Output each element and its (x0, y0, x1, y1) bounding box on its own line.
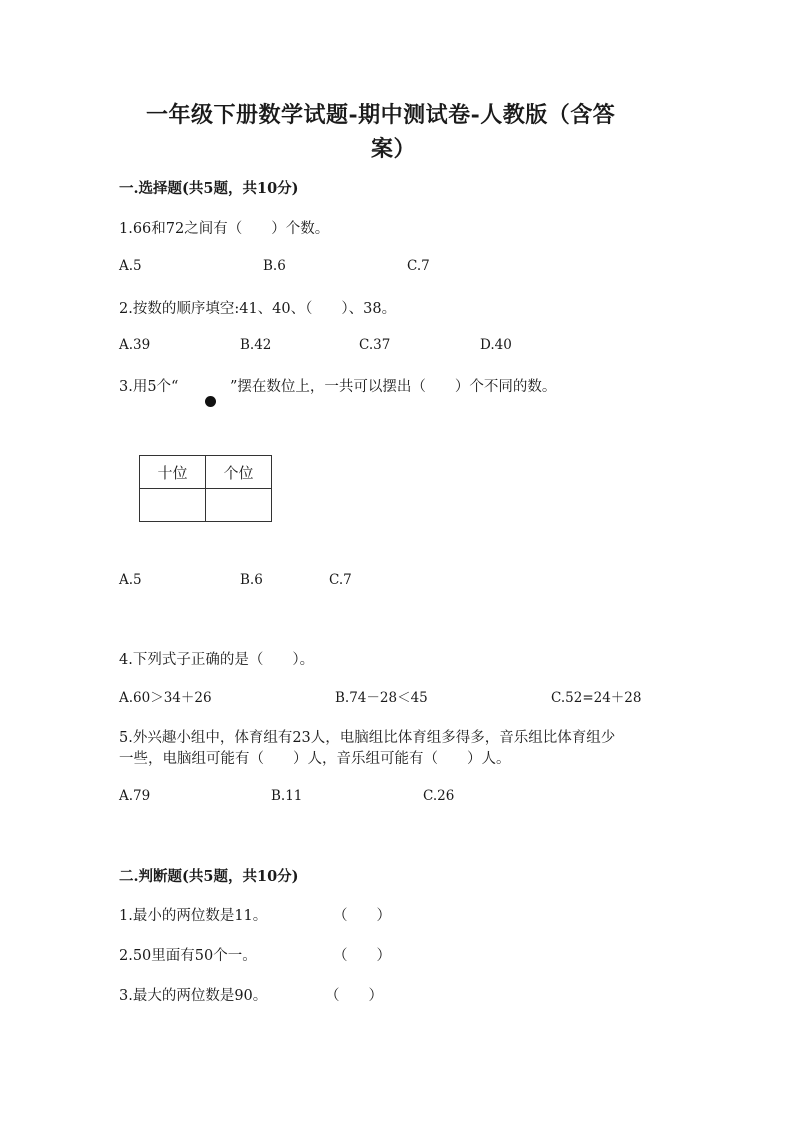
judgment-3-blank: （ ） (325, 988, 383, 1004)
question-1-option-a: A.5 (119, 258, 142, 274)
table-cell-tens (140, 489, 206, 522)
question-2-text: 2.按数的顺序填空:41、40、（ ）、38。 (119, 301, 397, 317)
judgment-1-blank: （ ） (333, 908, 391, 924)
bead-icon (205, 396, 216, 407)
question-1-text: 1.66和72之间有（ ）个数。 (119, 221, 330, 237)
question-3-text-end: ”摆在数位上，一共可以摆出（ ）个不同的数。 (230, 379, 557, 395)
page-title: 一年级下册数学试题-期中测试卷-人教版（含答 (146, 102, 616, 128)
question-5-text-line1: 5.外兴趣小组中，体育组有23人，电脑组比体育组多得多，音乐组比体育组少 (119, 730, 616, 746)
question-5-option-a: A.79 (119, 788, 151, 804)
judgment-3-text: 3.最大的两位数是90。 (119, 988, 268, 1004)
question-2-option-a: A.39 (119, 337, 151, 353)
question-4-option-a: A.60＞34＋26 (119, 690, 212, 706)
question-1-option-c: C.7 (407, 258, 430, 274)
question-1-option-b: B.6 (263, 258, 286, 274)
question-5-option-c: C.26 (423, 788, 455, 804)
section-heading-judgment: 二.判断题(共5题，共10分) (119, 868, 299, 885)
question-4-text: 4.下列式子正确的是（ ）。 (119, 652, 315, 668)
page-title-continued: 案） (371, 136, 417, 162)
question-5-text-line2: 一些，电脑组可能有（ ）人，音乐组可能有（ ）人。 (119, 751, 511, 767)
question-4-option-c: C.52=24＋28 (551, 690, 642, 706)
question-3-text-start: 3.用5个“ (119, 379, 179, 395)
table-header-ones: 个位 (206, 456, 272, 489)
question-3-option-c: C.7 (329, 572, 352, 588)
table-header-tens: 十位 (140, 456, 206, 489)
judgment-2-blank: （ ） (333, 948, 391, 964)
question-5-option-b: B.11 (271, 788, 303, 804)
section-heading-choice: 一.选择题(共5题，共10分) (119, 180, 299, 197)
question-2-option-c: C.37 (359, 337, 391, 353)
question-2-option-b: B.42 (240, 337, 272, 353)
question-3-option-a: A.5 (119, 572, 142, 588)
judgment-1-text: 1.最小的两位数是11。 (119, 908, 268, 924)
question-3-option-b: B.6 (240, 572, 263, 588)
question-2-option-d: D.40 (480, 337, 512, 353)
table-cell-ones (206, 489, 272, 522)
place-value-table (139, 455, 272, 522)
question-4-option-b: B.74－28＜45 (335, 690, 428, 706)
judgment-2-text: 2.50里面有50个一。 (119, 948, 257, 964)
